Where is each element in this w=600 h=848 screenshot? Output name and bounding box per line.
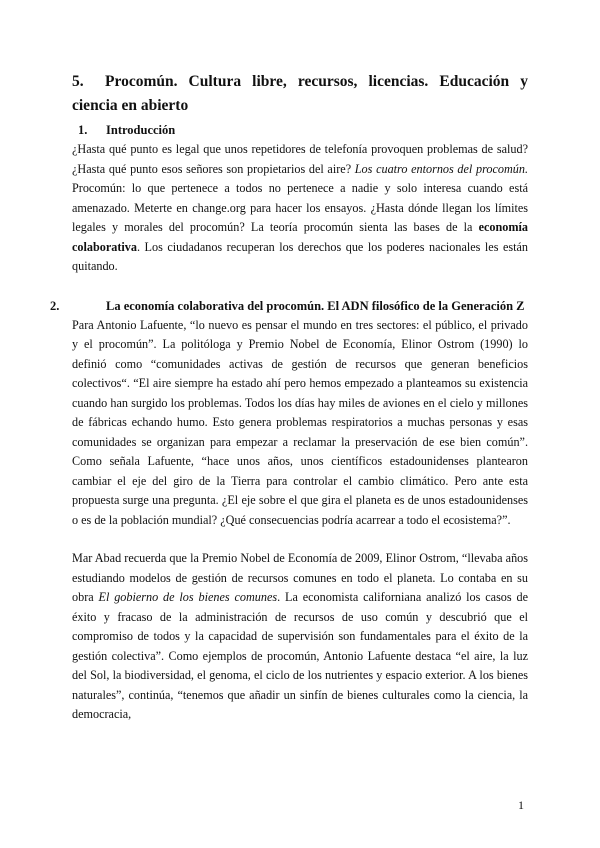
section-1-text-a: ¿Hasta qué punto es legal que unos repetidores de telefonía provoquen problemas de salud? ¿Hasta qué punto esos señores son propietarios del aire? bbox=[72, 142, 528, 176]
main-heading-text: Procomún. Cultura libre, recursos, licencias. Educación y ciencia en abierto bbox=[72, 73, 528, 114]
section-1-number: 1. bbox=[78, 123, 88, 137]
section-2-title: La economía colaborativa del procomún. El ADN filosófico de la Generación Z bbox=[106, 298, 525, 313]
section-1-heading bbox=[72, 120, 528, 140]
page-number: 1 bbox=[518, 798, 524, 812]
section-1-italic-title: Los cuatro entornos del procomún. bbox=[354, 161, 528, 176]
section-1-title: Introducción bbox=[106, 123, 176, 137]
document-page bbox=[50, 70, 529, 725]
section-1-text-c: . Los ciudadanos recuperan los derechos que los poderes nacionales les están quitando. bbox=[72, 239, 528, 273]
section-2-heading bbox=[50, 296, 528, 316]
main-heading-number: 5. bbox=[72, 73, 84, 90]
section-2-number: 2. bbox=[50, 298, 60, 313]
section-2-paragraph-2 bbox=[72, 549, 528, 725]
section-2-italic-title: El gobierno de los bienes comunes bbox=[98, 590, 278, 604]
section-1-bold-term: economía colaborativa bbox=[72, 220, 528, 254]
section-2-paragraph-1: Para Antonio Lafuente, “lo nuevo es pensar el mundo en tres sectores: el público, el privado y el procomún”. La politóloga y Premio Nobel de Economía, Elinor Ostrom (1990) lo definió como “comunidades activas de gestión de recursos que generan beneficios colectivos“. “El aire siempre ha estado ahí pero hemos empezado a planteamos su existencia cuando han surgido los problemas. Todos los días hay miles de aviones en el cielo y millones de fábricas echando humo. Esto genera problemas respiratorios a muchas personas y esas comunidades se organizan para empezar a reclamar la preservación de ese bien común”. Como señala Lafuente, “hace unos años, unos científicos estadounidenses plantearon cambiar el eje del giro de la Tierra para controlar el cambio climático. Pero ante esta propuesta surge una pregunta. ¿El eje sobre el que gira el planeta es de unos estadounidenses o es de la población mundial? ¿Qué consecuencias podría acarrear a todo el ecosistema?”. bbox=[72, 317, 528, 527]
section-1-text-b: Procomún: lo que pertenece a todos no pertenece a nadie y solo interesa cuando está amenazado. Meterte en change.org para hacer los ensayos. ¿Hasta dónde llegan los límites legales y morales del procomún? La teoría procomún sienta las bases de la bbox=[72, 181, 528, 234]
section-2-text-b: . La economista californiana analizó los casos de éxito y fracaso de la administración de recursos de uso común y descubrió que el compromiso de todos y la capacidad de supervisión son fundamentales para el éxito de la gestión colectiva”. Como ejemplos de procomún, Antonio Lafuente destaca “el aire, la luz del Sol, la biodiversidad, el genoma, el ciclo de los nutrientes y espacio exterior. A los bienes naturales”, continúa, “tenemos que añadir un sinfín de bienes culturales como la ciencia, la democracia, bbox=[72, 590, 529, 721]
main-heading bbox=[72, 70, 528, 118]
section-2-text-a: Mar Abad recuerda que la Premio Nobel de Economía de 2009, Elinor Ostrom, “llevaba años estudiando modelos de gestión de recursos comunes en todo el planeta. Lo contaba en su obra bbox=[72, 551, 528, 604]
section-1-paragraph bbox=[72, 140, 528, 277]
